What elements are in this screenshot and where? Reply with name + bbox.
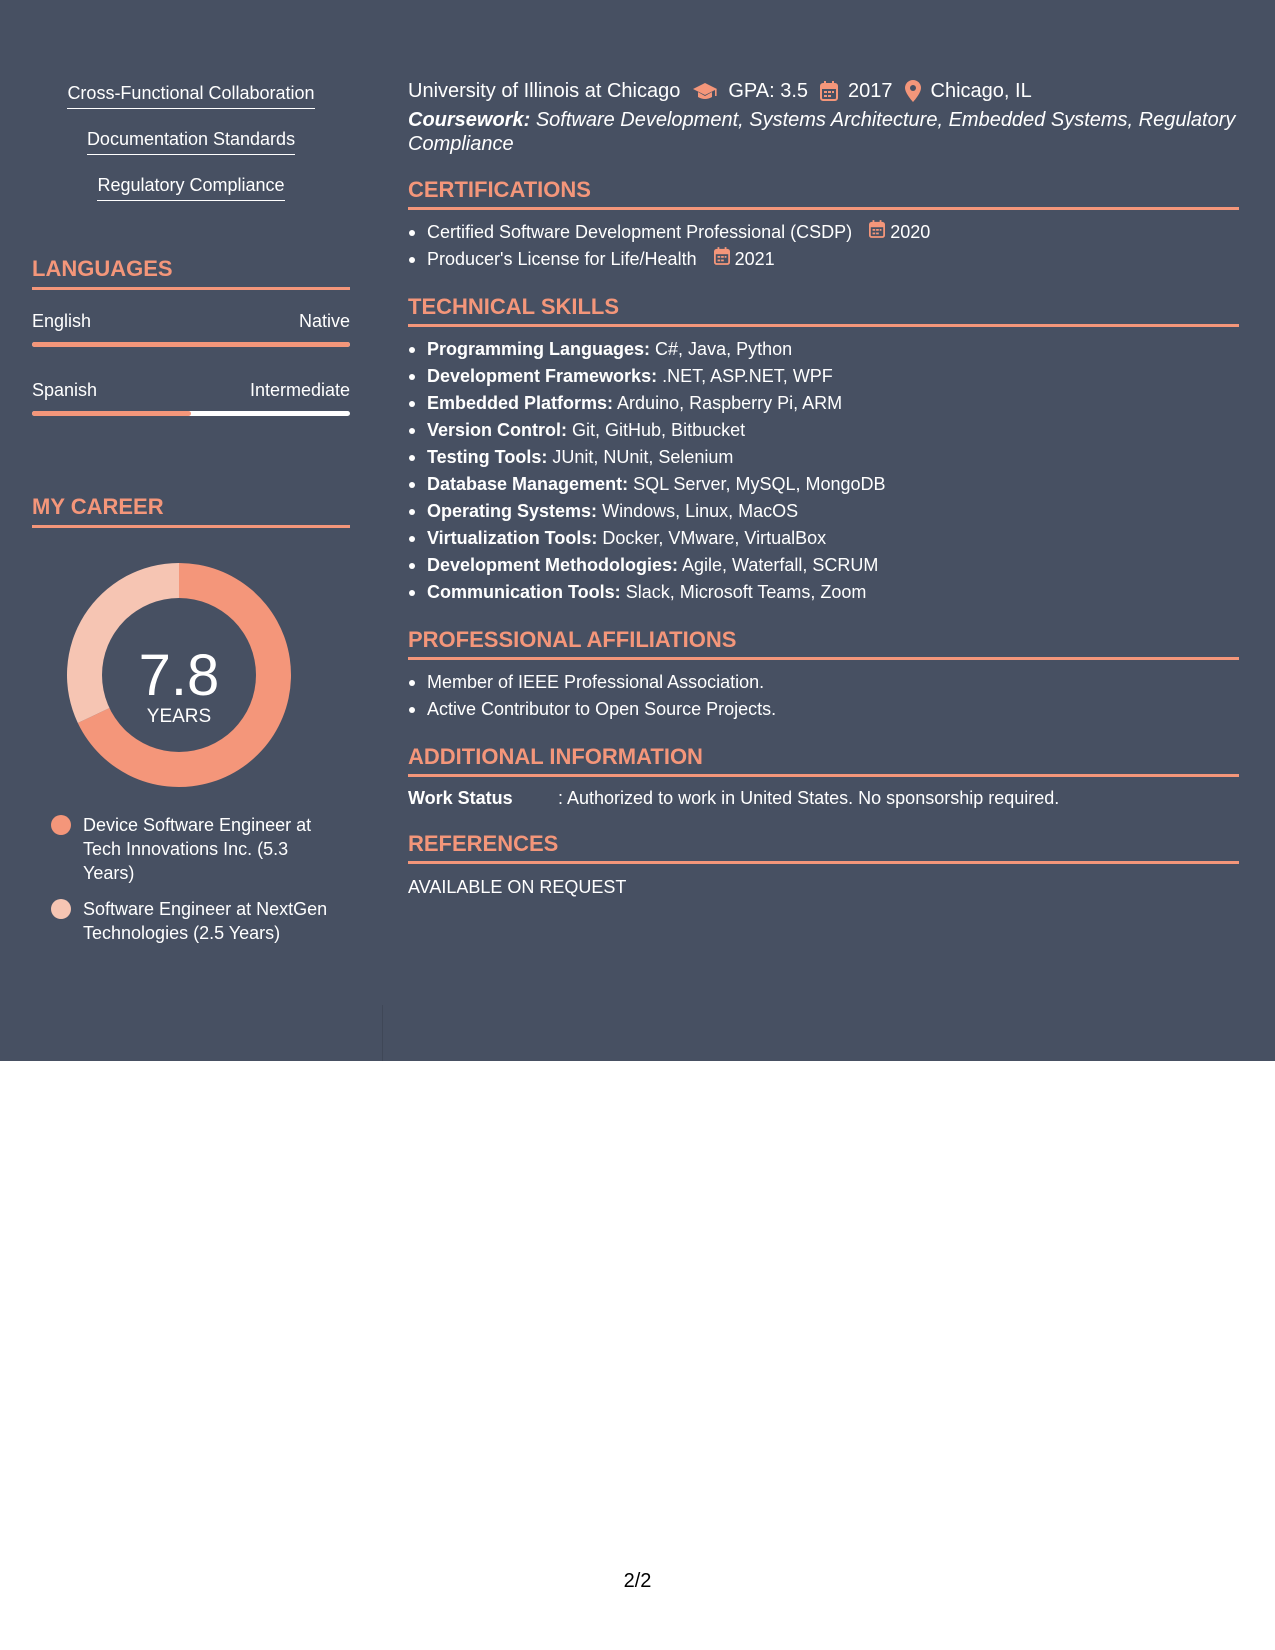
career-heading: MY CAREER [32, 494, 350, 528]
career-unit: YEARS [146, 706, 212, 727]
list-item: Active Contributor to Open Source Projects. [408, 696, 1239, 723]
language-spanish [32, 379, 350, 416]
language-level: Intermediate [249, 380, 350, 400]
language-bar-fill [32, 411, 191, 416]
technical-skills-list [408, 336, 1239, 606]
certifications-heading: CERTIFICATIONS [408, 177, 1239, 210]
list-item [408, 552, 1239, 579]
skill-category: Development Frameworks: [427, 366, 658, 386]
skill-values: Windows, Linux, MacOS [602, 501, 799, 521]
coursework-label: Coursework: [408, 109, 531, 131]
list-item [408, 471, 1239, 498]
coursework-list: Software Development, Systems Architecture, Embedded Systems, Regulatory Compliance [408, 109, 1236, 155]
certification-year: 2021 [734, 249, 775, 269]
language-bar-fill [32, 342, 350, 347]
skill-values: SQL Server, MySQL, MongoDB [633, 474, 886, 494]
column-divider [382, 1005, 383, 1061]
skill-category: Version Control: [427, 420, 568, 440]
references-heading: REFERENCES [408, 831, 1239, 864]
language-english [32, 310, 350, 347]
legend-dot [51, 815, 71, 835]
legend-label: Device Software Engineer at Tech Innovations Inc. (5.3 Years) [83, 815, 312, 883]
legend-item [32, 897, 350, 945]
skill-values: JUnit, NUnit, Selenium [552, 447, 734, 467]
certification-name: Certified Software Development Professional (CSDP) [427, 222, 853, 242]
language-bar [32, 411, 350, 416]
list-item [408, 363, 1239, 390]
coursework [408, 108, 1239, 156]
additional-info-heading: ADDITIONAL INFORMATION [408, 744, 1239, 777]
calendar-icon [714, 246, 735, 273]
list-item: Member of IEEE Professional Association. [408, 669, 1239, 696]
skill-category: Database Management: [427, 474, 629, 494]
sidebar [32, 82, 350, 957]
list-item [408, 444, 1239, 471]
skill-category: Virtualization Tools: [427, 528, 598, 548]
skill-category: Operating Systems: [427, 501, 598, 521]
skill-category: Testing Tools: [427, 447, 548, 467]
list-item [408, 219, 1239, 246]
calendar-icon [869, 219, 890, 246]
language-name: English [32, 311, 92, 331]
certification-name: Producer's License for Life/Health [427, 249, 697, 269]
skill-category: Embedded Platforms: [427, 393, 614, 413]
work-status-label: Work Status [408, 788, 513, 808]
skill-values: .NET, ASP.NET, WPF [662, 366, 833, 386]
skill-tag: Cross-Functional Collaboration [67, 82, 314, 109]
skill-values: Git, GitHub, Bitbucket [572, 420, 746, 440]
school-name: University of Illinois at Chicago [408, 80, 681, 102]
work-status-value: : Authorized to work in United States. No sponsorship required. [558, 788, 1060, 808]
list-item [408, 336, 1239, 363]
graduation-year: 2017 [848, 80, 893, 102]
calendar-icon [820, 81, 838, 101]
skill-category: Development Methodologies: [427, 555, 679, 575]
list-item [408, 246, 1239, 273]
technical-skills-heading: TECHNICAL SKILLS [408, 294, 1239, 327]
main-content [408, 78, 1239, 899]
references-text: AVAILABLE ON REQUEST [408, 877, 627, 897]
language-name: Spanish [32, 380, 98, 400]
school-location: Chicago, IL [930, 80, 1032, 102]
career-legend [32, 813, 350, 945]
skill-tag: Regulatory Compliance [97, 174, 284, 201]
affiliations-list [408, 669, 1239, 723]
skill-values: Slack, Microsoft Teams, Zoom [625, 582, 867, 602]
skill-tag: Documentation Standards [87, 128, 295, 155]
career-donut-chart [32, 548, 350, 788]
skill-values: Agile, Waterfall, SCRUM [682, 555, 879, 575]
affiliations-heading: PROFESSIONAL AFFILIATIONS [408, 627, 1239, 660]
location-pin-icon [905, 80, 921, 102]
education-line [408, 78, 1239, 104]
skill-values: Docker, VMware, VirtualBox [602, 528, 827, 548]
legend-label: Software Engineer at NextGen Technologies (2.5 Years) [83, 899, 328, 943]
language-level: Native [298, 311, 350, 331]
legend-dot [51, 899, 71, 919]
certification-year: 2020 [890, 222, 931, 242]
certifications-list [408, 219, 1239, 273]
skill-values: Arduino, Raspberry Pi, ARM [617, 393, 843, 413]
list-item [408, 417, 1239, 444]
work-status-row [408, 786, 1239, 810]
gpa: GPA: 3.5 [728, 80, 809, 102]
career-total: 7.8 [138, 643, 220, 708]
language-bar [32, 342, 350, 347]
legend-item [32, 813, 350, 885]
page-number: 2/2 [623, 1570, 652, 1592]
skill-category: Communication Tools: [427, 582, 621, 602]
list-item [408, 579, 1239, 606]
skill-category: Programming Languages: [427, 339, 651, 359]
list-item [408, 390, 1239, 417]
skill-tags [32, 82, 350, 220]
list-item [408, 525, 1239, 552]
languages-heading: LANGUAGES [32, 256, 350, 290]
skill-values: C#, Java, Python [655, 339, 793, 359]
list-item [408, 498, 1239, 525]
graduation-cap-icon [692, 81, 718, 101]
